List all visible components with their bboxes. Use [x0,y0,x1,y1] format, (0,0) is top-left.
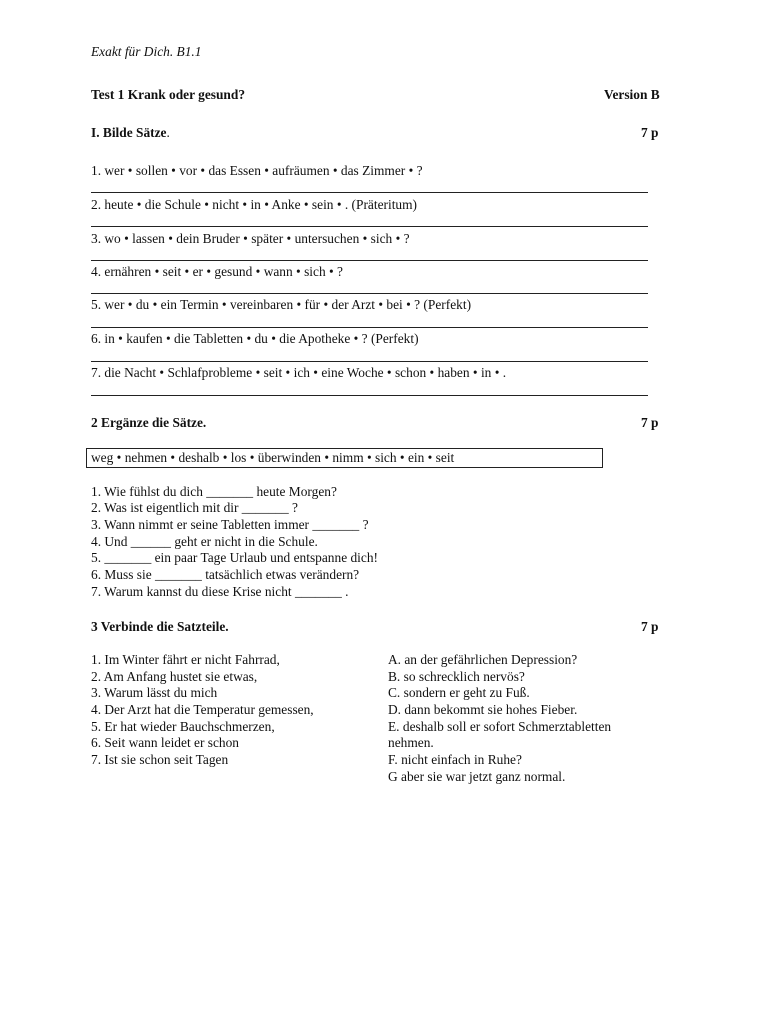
book-header: Exakt für Dich. B1.1 [91,44,202,59]
answer-line-4[interactable] [91,293,648,294]
answer-line-7[interactable] [91,395,648,396]
section2-item-1: 1. Wie fühlst du dich _______ heute Morgen? [91,484,337,499]
section3-right-e-cont: nehmen. [388,735,434,750]
section1-points: 7 p [641,125,659,140]
answer-line-3[interactable] [91,260,648,261]
section3-left-4: 4. Der Arzt hat die Temperatur gemessen, [91,702,314,717]
section1-item-7: 7. die Nacht • Schlafprobleme • seit • ich • eine Woche • schon • haben • in • . [91,365,507,380]
section2-points: 7 p [641,415,659,430]
section3-points: 7 p [641,619,659,634]
section1-heading-text: I. Bilde Sätze [91,125,167,140]
section2-item-7: 7. Warum kannst du diese Krise nicht _______ . [91,584,349,599]
section3-left-7: 7. Ist sie schon seit Tagen [91,752,229,767]
answer-line-5[interactable] [91,327,648,328]
section1-item-5: 5. wer • du • ein Termin • vereinbaren • für • der Arzt • bei • ? (Perfekt) [91,297,472,312]
section3-left-2: 2. Am Anfang hustet sie etwas, [91,669,258,684]
section1-heading-dot: . [166,125,170,140]
section1-item-3: 3. wo • lassen • dein Bruder • später • untersuchen • sich • ? [91,231,410,246]
test-title: Test 1 Krank oder gesund? [91,87,246,102]
section3-left-1: 1. Im Winter fährt er nicht Fahrrad, [91,652,280,667]
word-box-text: weg • nehmen • deshalb • los • überwinden • nimm • sich • ein • seit [91,450,455,465]
section3-left-6: 6. Seit wann leidet er schon [91,735,240,750]
section2-item-5: 5. _______ ein paar Tage Urlaub und entspanne dich! [91,550,379,565]
section3-right-a: A. an der gefährlichen Depression? [388,652,578,667]
test-version: Version B [604,87,660,102]
section3-left-3: 3. Warum lässt du mich [91,685,218,700]
section3-right-g: G aber sie war jetzt ganz normal. [388,769,566,784]
section3-right-b: B. so schrecklich nervös? [388,669,525,684]
section1-heading [91,125,170,141]
section2-heading: 2 Ergänze die Sätze. [91,415,207,430]
answer-line-2[interactable] [91,226,648,227]
answer-line-6[interactable] [91,361,648,362]
section3-right-d: D. dann bekommt sie hohes Fieber. [388,702,578,717]
section1-item-4: 4. ernähren • seit • er • gesund • wann • sich • ? [91,264,343,279]
section3-right-c: C. sondern er geht zu Fuß. [388,685,530,700]
section3-right-f: F. nicht einfach in Ruhe? [388,752,522,767]
section2-item-2: 2. Was ist eigentlich mit dir _______ ? [91,500,298,515]
section3-heading: 3 Verbinde die Satzteile. [91,619,229,634]
section2-item-4: 4. Und ______ geht er nicht in die Schule. [91,534,318,549]
section3-left-5: 5. Er hat wieder Bauchschmerzen, [91,719,275,734]
section2-item-6: 6. Muss sie _______ tatsächlich etwas verändern? [91,567,360,582]
section1-item-2: 2. heute • die Schule • nicht • in • Anke • sein • . (Präteritum) [91,197,418,212]
section1-item-6: 6. in • kaufen • die Tabletten • du • die Apotheke • ? (Perfekt) [91,331,419,346]
section1-item-1: 1. wer • sollen • vor • das Essen • aufräumen • das Zimmer • ? [91,163,423,178]
word-box [86,448,603,468]
answer-line-1[interactable] [91,192,648,193]
section3-right-e: E. deshalb soll er sofort Schmerztabletten [388,719,612,734]
section2-item-3: 3. Wann nimmt er seine Tabletten immer _______ ? [91,517,369,532]
